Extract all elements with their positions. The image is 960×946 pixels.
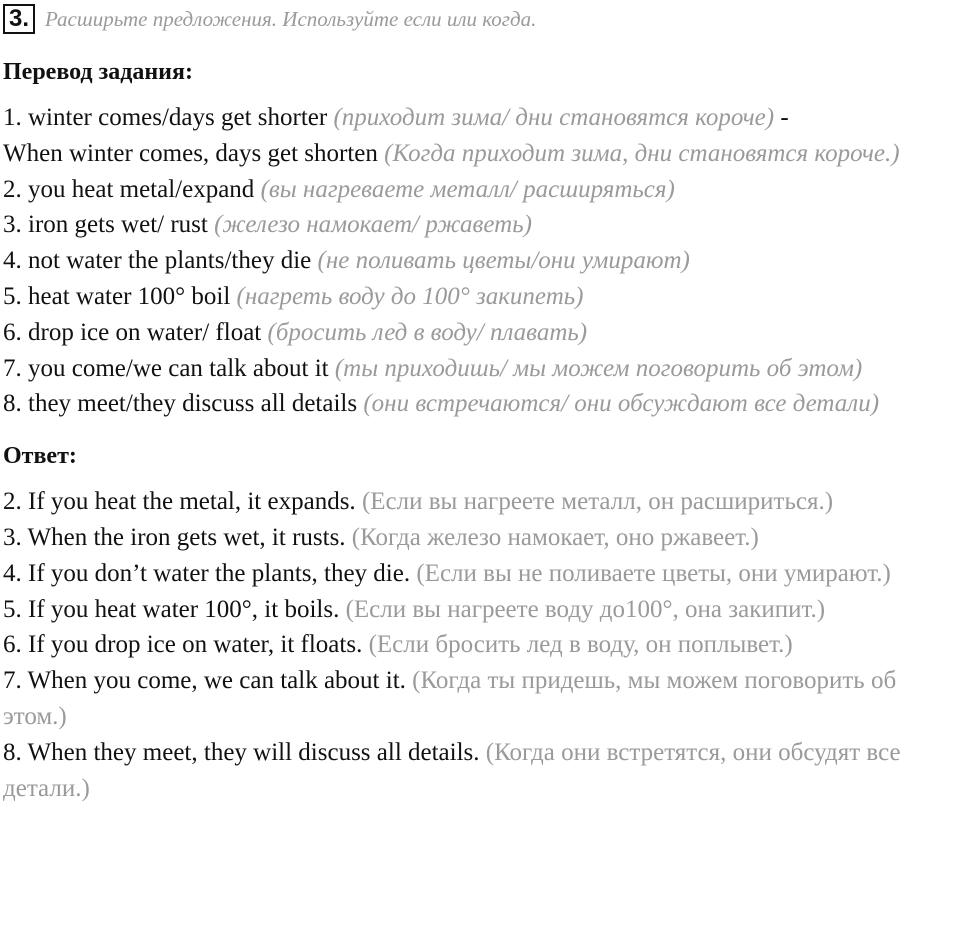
answer-item-en: 2. If you heat the metal, it expands. [3, 488, 362, 516]
translation-title: Перевод задания: [3, 59, 193, 85]
answer-item [3, 627, 957, 663]
task-item [3, 386, 957, 422]
task-item [3, 279, 957, 315]
task-item-ru: (железо намокает/ ржаветь) [214, 211, 532, 239]
answer-item-en: 6. If you drop ice on water, it floats. [3, 631, 369, 659]
task-item [3, 315, 957, 351]
answer-item-en: 5. If you heat water 100°, it boils. [3, 595, 346, 623]
task-item-ru: (вы нагреваете металл/ расширяться) [260, 175, 675, 203]
task-item-ru: (приходит зима/ дни становятся короче) [333, 104, 775, 131]
task-item-en: 8. they meet/they discuss all details [3, 390, 364, 418]
answer-item-ru: (Если вы нагреете воду до100°, она закипит.) [345, 595, 826, 623]
answer-item-en: 8. When they meet, they will discuss all details. [3, 738, 486, 766]
answer-item [3, 520, 957, 556]
task-item-ru: (нагреть воду до 100° закипеть) [236, 282, 584, 310]
task-item-en: 1. winter comes/days get shorter [3, 104, 334, 131]
task-item-en: 2. you heat metal/expand [3, 175, 261, 203]
task-items [3, 100, 957, 422]
task-instruction: Расширьте предложения. Используйте если или когда. [45, 6, 537, 31]
exercise-page [3, 0, 957, 806]
task-item-ru: (бросить лед в воду/ плавать) [267, 318, 588, 346]
answer-title: Ответ: [3, 443, 77, 470]
answer-item-en: 7. When you come, we can talk about it. [3, 667, 413, 695]
task-item-en: 3. iron gets wet/ rust [3, 211, 215, 239]
task-item-en: 4. not water the plants/they die [3, 247, 318, 275]
task-item-en: 6. drop ice on water/ float [3, 318, 268, 346]
task-item [3, 207, 957, 243]
task-number: 3. [3, 4, 35, 34]
answer-item [3, 556, 957, 592]
task-header [3, 0, 957, 38]
answer-item [3, 663, 957, 735]
answer-item-ru: (Когда ты придешь, мы можем поговорить об этом.) [3, 667, 897, 730]
task-item [3, 100, 957, 136]
task-item-ru: (Когда приходит зима, дни становятся короче.) [384, 139, 900, 167]
task-item-ru: (ты приходишь/ мы можем поговорить об этом) [334, 354, 863, 382]
task-item-ru: (не поливать цветы/они умирают) [317, 247, 690, 275]
task-item [3, 351, 957, 387]
task-item-en: 5. heat water 100° boil [3, 282, 237, 310]
answer-item-ru: (Если бросить лед в воду, он поплывет.) [368, 631, 793, 659]
answer-items [3, 484, 957, 806]
answer-item [3, 592, 957, 628]
task-item-suffix: - [774, 104, 789, 131]
answer-item-en: 4. If you don’t water the plants, they die. [3, 559, 417, 587]
task-item-en: 7. you come/we can talk about it [3, 354, 335, 382]
answer-item-ru: (Когда они встретятся, они обсудят все детали.) [3, 738, 901, 802]
task-item [3, 243, 957, 279]
answer-item-en: 3. When the iron gets wet, it rusts. [3, 523, 352, 551]
answer-item-ru: (Когда железо намокает, оно ржавеет.) [351, 523, 759, 551]
answer-item-ru: (Если вы нагреете металл, он расшириться.) [361, 488, 834, 516]
task-item-ru: (они встречаются/ они обсуждают все детали) [363, 390, 880, 418]
task-item [3, 136, 957, 172]
answer-item [3, 735, 957, 807]
task-item [3, 172, 957, 208]
answer-item [3, 484, 957, 520]
answer-item-ru: (Если вы не поливаете цветы, они умирают.) [416, 559, 891, 587]
task-item-en: When winter comes, days get shorten [3, 139, 385, 167]
